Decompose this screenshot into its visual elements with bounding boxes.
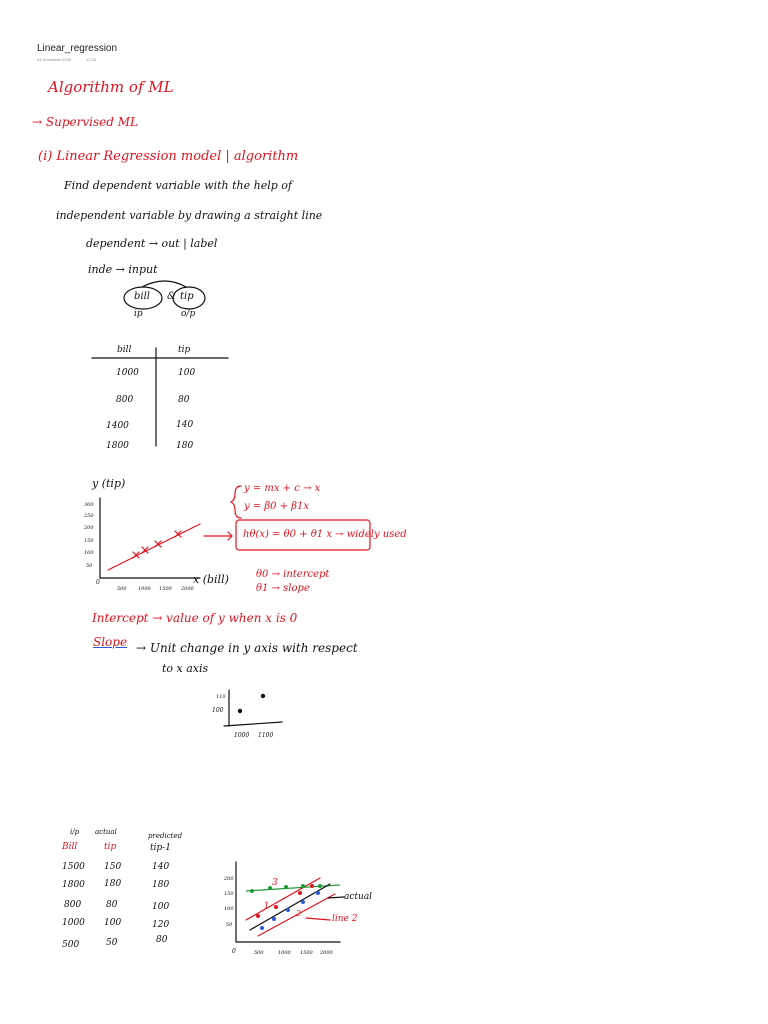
theta1-slope: θ1 → slope — [256, 583, 310, 594]
table1-cell: 800 — [116, 395, 134, 405]
graph1-x-tick: 1500 — [159, 586, 172, 592]
graph1-x-tick: 500 — [117, 586, 127, 592]
graph3-label-3: 3 — [272, 878, 278, 888]
slope-definition-2: to x axis — [162, 662, 209, 675]
table2-header-tip: tip — [104, 842, 117, 852]
table2-cell: 500 — [62, 940, 80, 950]
table1-cell: 1800 — [106, 441, 129, 451]
theta0-intercept: θ0 → intercept — [256, 569, 330, 580]
formula-mx-c: y = mx + c → x — [244, 483, 321, 494]
table2-top-header: actual — [95, 828, 117, 836]
graph1-y-tick: 300 — [84, 502, 94, 508]
note-line-1: Find dependent variable with the help of — [64, 179, 292, 192]
table2-cell: 50 — [106, 938, 118, 948]
graph3-label-line2: line 2 — [332, 914, 358, 924]
table2-cell: 100 — [152, 902, 170, 912]
op-label: o/p — [181, 309, 196, 319]
table2-cell: 100 — [104, 918, 122, 928]
ip-label: ip — [134, 309, 143, 319]
graph3-y-tick: 100 — [224, 906, 234, 912]
table2-cell: 80 — [156, 935, 168, 945]
table1-header-bill: bill — [117, 345, 132, 355]
table1-cell: 140 — [176, 420, 194, 430]
graph2-x-tick: 1100 — [258, 732, 274, 739]
graph3-y-tick: 150 — [224, 891, 234, 897]
slope-definition: → Unit change in y axis with respect — [136, 641, 358, 655]
graph3-y-tick: 200 — [224, 876, 234, 882]
table2-cell: 180 — [104, 879, 122, 889]
table1-cell: 1400 — [106, 421, 129, 431]
graph1-y-label: y (tip) — [92, 477, 126, 490]
note-line-4: inde → input — [88, 263, 158, 276]
table2-cell: 1000 — [62, 918, 85, 928]
graph1-x-label: x (bill) — [193, 573, 229, 586]
graph2-y-tick: 100 — [212, 707, 224, 714]
table2-cell: 180 — [152, 880, 170, 890]
graph1-y-tick: 250 — [84, 513, 94, 519]
table2-cell: 150 — [104, 862, 122, 872]
table2-header-bill: Bill — [62, 842, 78, 852]
graph3-origin: 0 — [232, 948, 236, 955]
table1-cell: 80 — [178, 395, 190, 405]
tip-word: tip — [180, 291, 194, 302]
graph1-x-tick: 1000 — [138, 586, 151, 592]
table2-top-header: predicted — [148, 832, 183, 840]
table2-header-tip1: tip-1 — [150, 843, 172, 853]
slope-word: Slope — [93, 635, 128, 649]
table2-cell: 1500 — [62, 862, 85, 872]
graph2-x-tick: 1000 — [234, 732, 250, 739]
table1-cell: 180 — [176, 441, 194, 451]
graph3-label-1: 1 — [264, 901, 270, 910]
ampersand: & — [167, 291, 176, 302]
graph3-label-actual: actual — [344, 892, 373, 902]
table2-cell: 80 — [106, 900, 118, 910]
table2-cell: 120 — [152, 920, 170, 930]
graph3-x-tick: 2000 — [320, 950, 333, 956]
graph1-x-tick: 2000 — [181, 586, 194, 592]
table2-top-header: i/p — [70, 828, 80, 836]
table1-header-tip: tip — [178, 345, 191, 355]
page-date: 04 November 2025 — [37, 57, 72, 62]
page-title: Linear_regression — [37, 43, 118, 54]
graph3-y-tick: 50 — [226, 922, 233, 928]
formula-hypothesis: hθ(x) = θ0 + θ1 x → widely used — [243, 529, 407, 540]
graph1-origin: 0 — [96, 579, 100, 586]
table1-cell: 1000 — [116, 368, 139, 378]
graph2-y-tick: 110 — [216, 694, 226, 700]
table2-cell: 1800 — [62, 880, 85, 890]
graph3-label-2: 2 — [296, 909, 302, 918]
note-line-2: independent variable by drawing a straight line — [56, 209, 323, 222]
graph1-y-tick: 150 — [84, 538, 94, 544]
graph1-y-tick: 200 — [84, 525, 94, 531]
supervised-ml: → Supervised ML — [32, 115, 138, 129]
bill-word: bill — [134, 291, 150, 302]
heading-algorithm: Algorithm of ML — [48, 78, 174, 96]
formula-beta: y = β0 + β1x — [244, 501, 310, 512]
topic-linear-regression: (i) Linear Regression model | algorithm — [38, 149, 299, 164]
graph1-y-tick: 100 — [84, 550, 94, 556]
table1-cell: 100 — [178, 368, 196, 378]
table2-cell: 800 — [64, 900, 82, 910]
note-line-3: dependent → out | label — [86, 237, 218, 250]
graph3-x-tick: 1500 — [300, 950, 313, 956]
intercept-definition: Intercept → value of y when x is 0 — [92, 611, 298, 625]
table2-cell: 140 — [152, 862, 170, 872]
page-time: 12:15 — [86, 57, 97, 62]
graph1-y-tick: 50 — [86, 563, 93, 569]
graph3-x-tick: 1000 — [278, 950, 291, 956]
graph3-x-tick: 500 — [254, 950, 264, 956]
